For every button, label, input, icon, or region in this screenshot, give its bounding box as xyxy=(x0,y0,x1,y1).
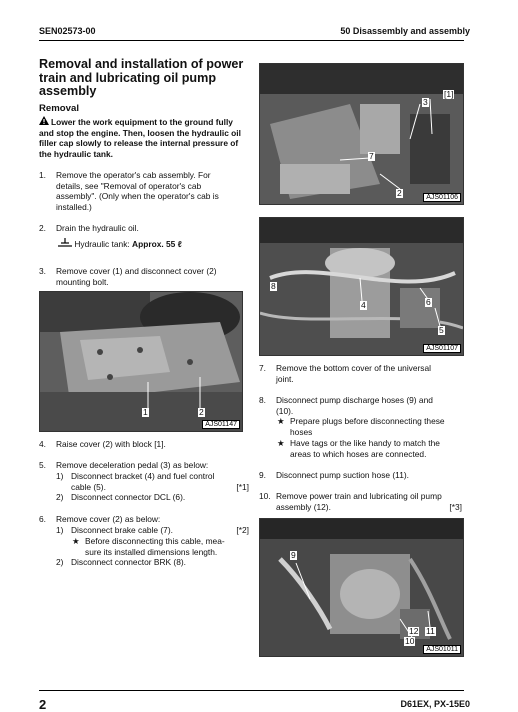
callout-label: 7 xyxy=(369,151,374,161)
callout-label: 11 xyxy=(426,626,435,636)
step-1: 1. Remove the operator's cab assembly. For details, see "Removal of operator's cab assembly". (Only when the operator's cab is installed.) xyxy=(39,170,219,212)
step-8-star-1: ★ Prepare plugs before disconnecting these hoses xyxy=(277,416,445,437)
step-8-star-2: ★ Have tags or the like handy to match the areas to which hoses are connected. xyxy=(277,438,440,459)
step-8: 8. Disconnect pump discharge hoses (9) and (10). xyxy=(259,395,433,416)
callout-label: 4 xyxy=(361,300,366,310)
callout-label: 3 xyxy=(423,97,428,107)
photo-id: AJS01011 xyxy=(423,645,461,654)
callout-label: 6 xyxy=(426,297,431,307)
star-icon: ★ xyxy=(72,536,80,546)
step-10: 10. Remove power train and lubricating oil pump assembly (12). [*3] xyxy=(259,491,462,512)
callout-label: 12 xyxy=(409,626,419,636)
photo-deceleration-pedal xyxy=(259,63,464,205)
photo-id: AJS01107 xyxy=(423,344,461,353)
step-6-star-note: ★ Before disconnecting this cable, mea- sure its installed dimensions length. xyxy=(72,536,225,557)
step-5-sub-1: 1) Disconnect bracket (4) and fuel control cable (5). [*1] xyxy=(56,471,249,492)
oil-drop-icon xyxy=(58,239,74,249)
photo-id: AJS01106 xyxy=(423,193,461,202)
model-name: D61EX, PX-15E0 xyxy=(400,699,470,709)
step-2: 2. Drain the hydraulic oil. xyxy=(39,223,139,233)
callout-label: 8 xyxy=(271,281,276,291)
warning-icon xyxy=(39,116,51,128)
callout-label: 10 xyxy=(405,636,415,646)
step-3: 3. Remove cover (1) and disconnect cover (2) mounting bolt. xyxy=(39,266,217,287)
photo-pump-hoses xyxy=(259,518,464,657)
callout-label: 2 xyxy=(199,407,204,417)
photo-brake-cable xyxy=(259,217,464,356)
warning-text: Lower the work equipment to the ground fully and stop the engine. Then, loosen the hydraulic oil filler cap slowly to release the internal pressure of the hydraulic tank. xyxy=(39,117,241,159)
star-icon: ★ xyxy=(277,416,285,426)
page-title: Removal and installation of power train and lubricating oil pump assembly xyxy=(39,57,244,98)
callout-label: 5 xyxy=(439,325,444,335)
page-number: 2 xyxy=(39,697,47,712)
callout-label: [1] xyxy=(444,89,454,99)
doc-code: SEN02573-00 xyxy=(39,26,96,36)
oil-capacity-note: Hydraulic tank: Approx. 55 ℓ xyxy=(58,238,248,250)
photo-cover-removal xyxy=(39,291,243,432)
callout-label: 2 xyxy=(397,188,402,198)
callout-label: 9 xyxy=(291,550,296,560)
warning-block xyxy=(39,116,249,159)
section-title: 50 Disassembly and assembly xyxy=(340,26,470,36)
star-icon: ★ xyxy=(277,438,285,448)
footer-rule xyxy=(39,690,464,691)
step-7: 7. Remove the bottom cover of the universal joint. xyxy=(259,363,432,384)
photo-id: AJS01147 xyxy=(202,420,240,429)
callout-label: 1 xyxy=(143,407,148,417)
removal-heading: Removal xyxy=(39,103,79,114)
header-rule xyxy=(39,40,464,41)
